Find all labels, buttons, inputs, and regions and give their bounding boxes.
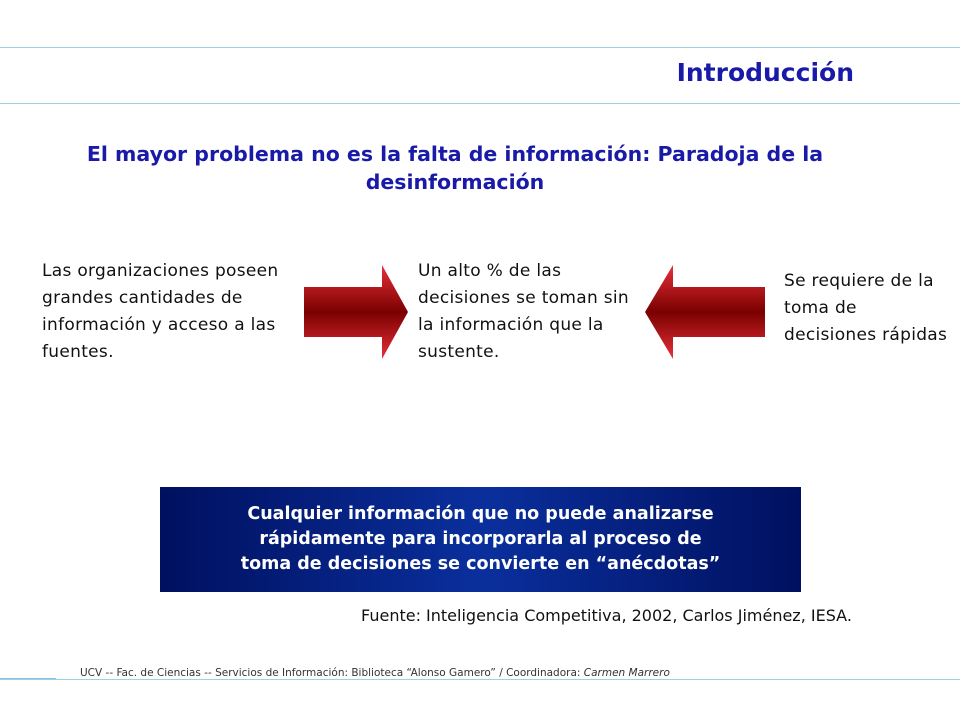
slide-subtitle: El mayor problema no es la falta de información: Paradoja de la desinformación xyxy=(86,142,824,194)
source-citation: Fuente: Inteligencia Competitiva, 2002, Carlos Jiménez, IESA. xyxy=(361,606,852,625)
slide-title: Introducción xyxy=(676,58,854,87)
callout-line: toma de decisiones se convierte en “anécdotas” xyxy=(240,554,721,574)
right-statement: Se requiere de la toma de decisiones rápidas xyxy=(784,271,948,345)
callout-line: rápidamente para incorporarla al proceso de xyxy=(259,529,702,549)
footer-text: UCV -- Fac. de Ciencias -- Servicios de Información: Biblioteca “Alonso Gamero” / Coordinadora: xyxy=(80,667,581,679)
callout-line: Cualquier información que no puede analizarse xyxy=(247,504,714,524)
footer-author: Carmen Marrero xyxy=(583,667,670,679)
left-arrow-icon xyxy=(643,263,768,361)
top-rule xyxy=(0,47,960,48)
footer-credits xyxy=(80,667,670,679)
middle-statement: Un alto % de las decisiones se toman sin la información que la sustente. xyxy=(418,261,629,362)
title-rule xyxy=(0,103,960,104)
right-arrow-icon xyxy=(300,263,410,361)
conclusion-callout xyxy=(160,487,801,592)
footer-rule xyxy=(0,679,960,680)
left-statement: Las organizaciones poseen grandes cantidades de información y acceso a las fuentes. xyxy=(42,261,279,362)
